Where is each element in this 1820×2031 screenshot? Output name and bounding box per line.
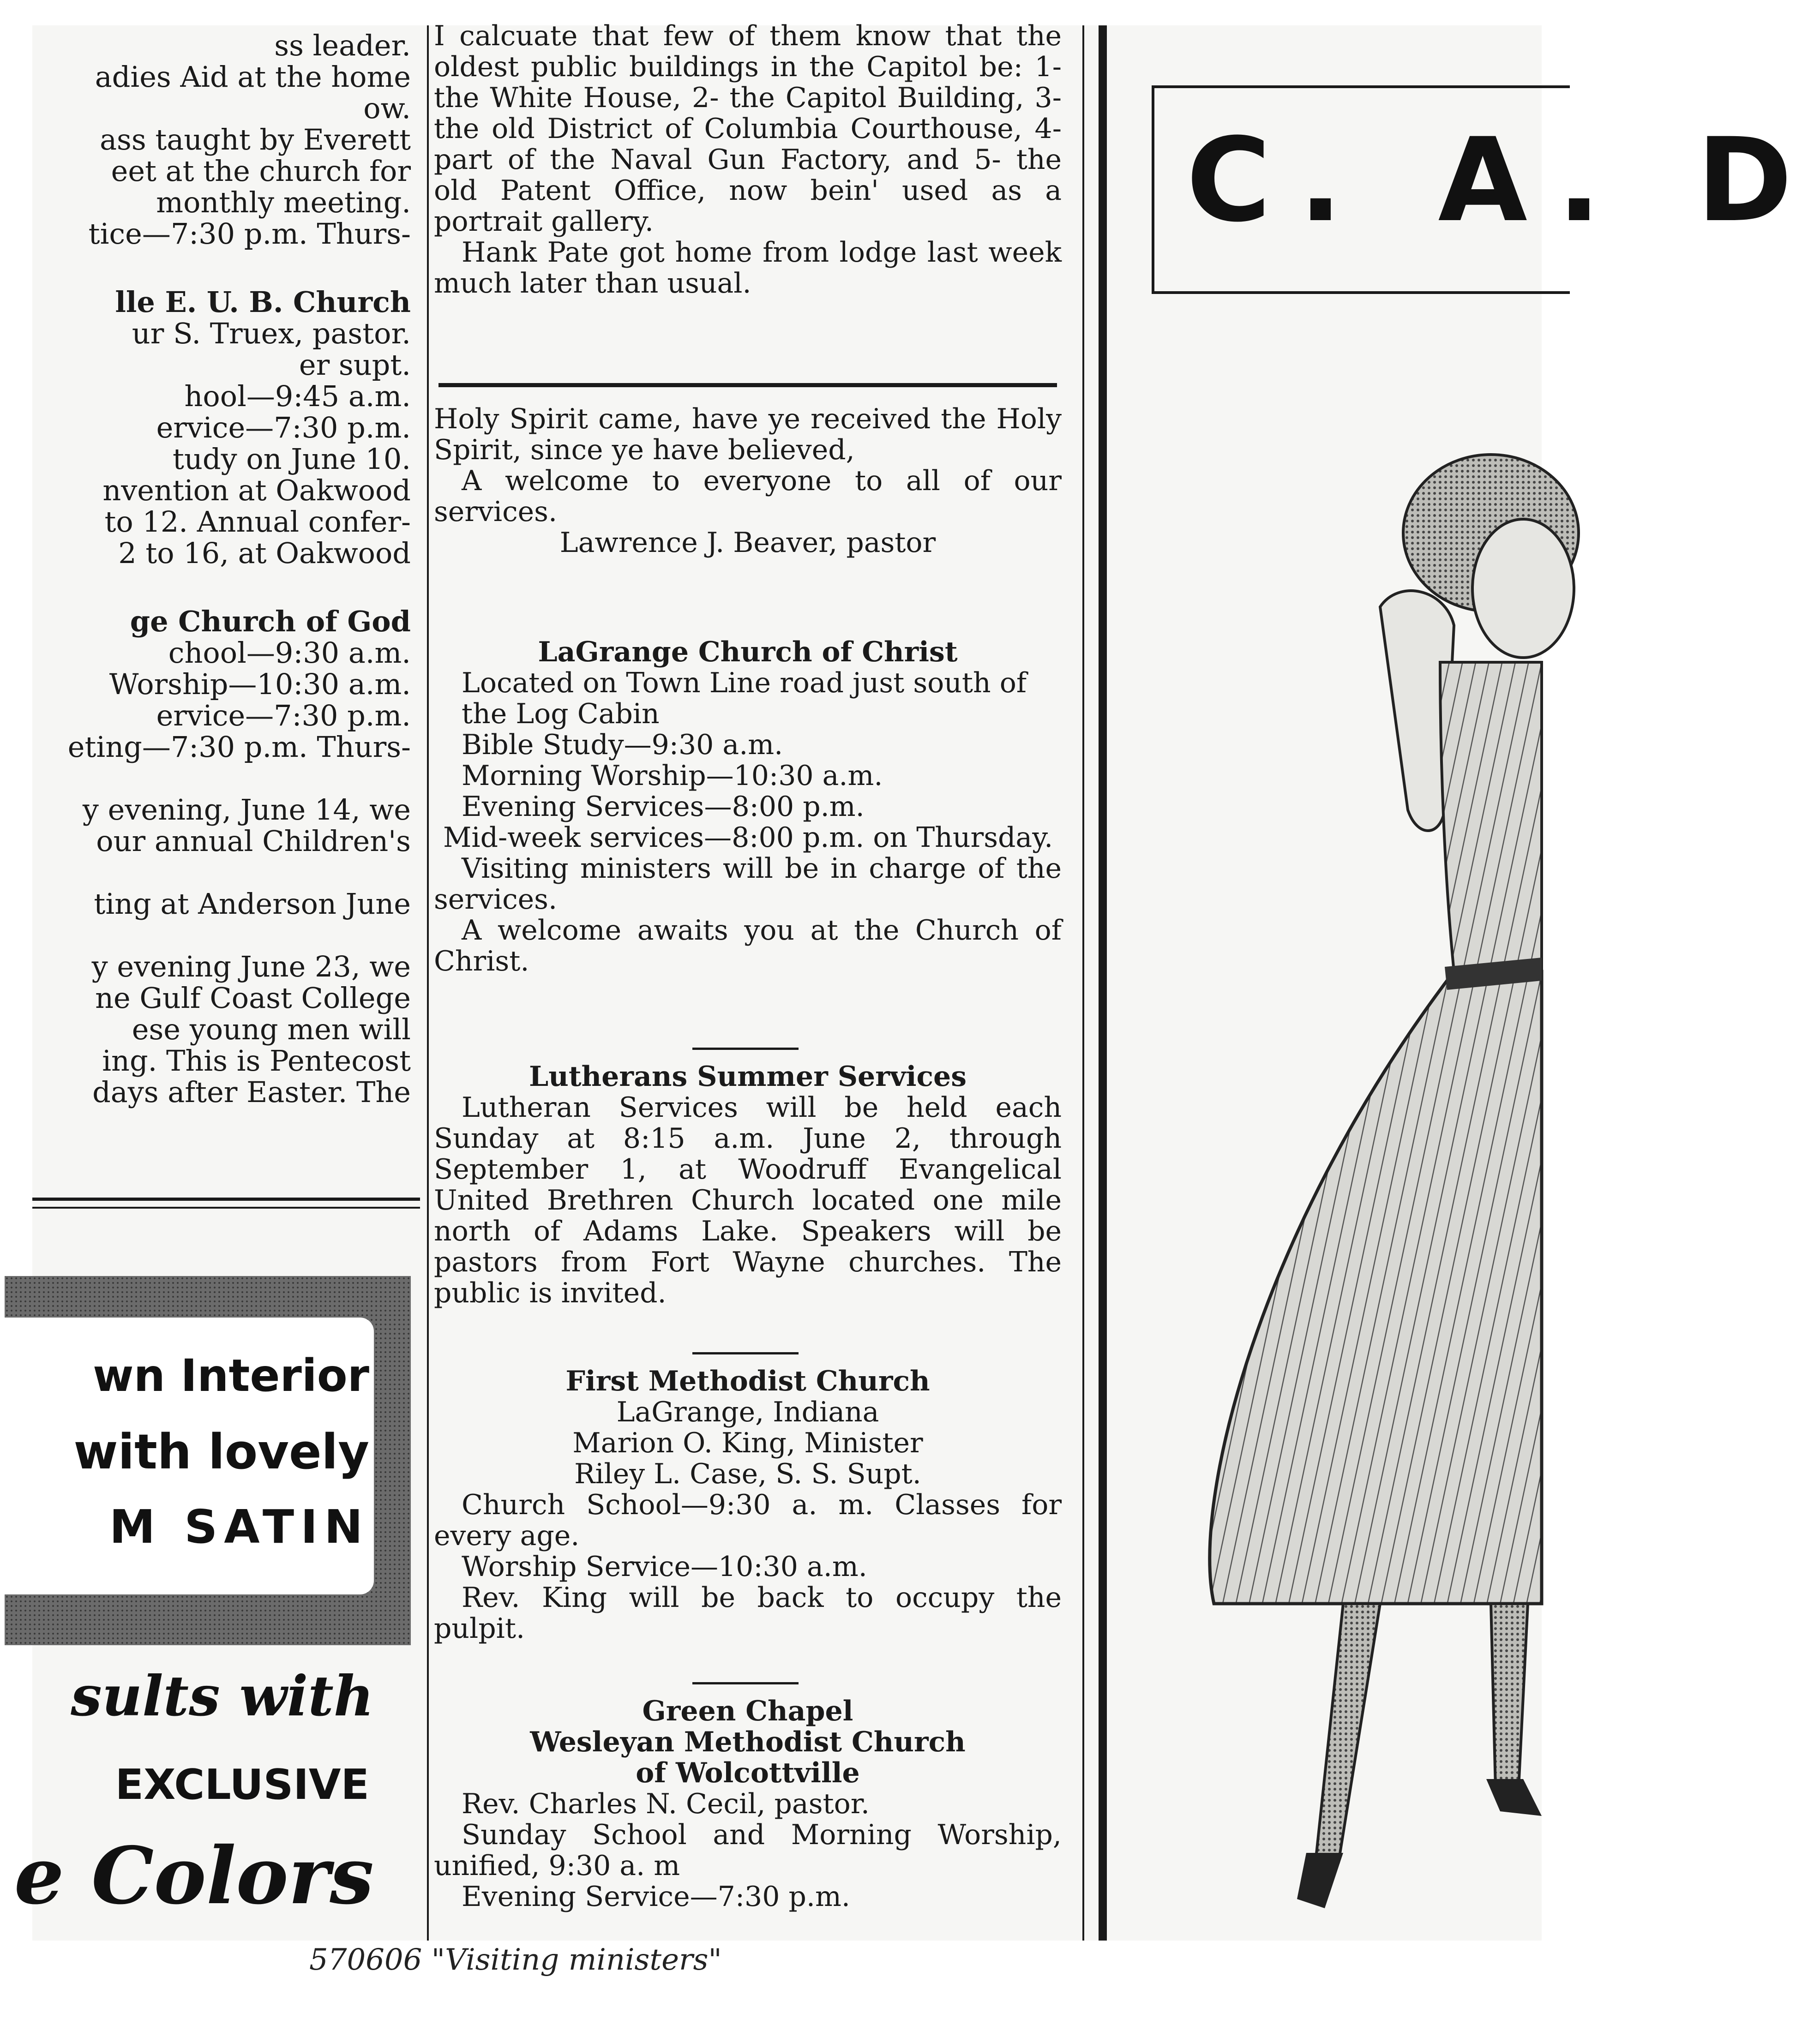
paragraph: Holy Spirit came, have ye received the Holy Spirit, since ye have believed,: [434, 403, 1062, 466]
handwritten-archive-note: 570606 "Visiting ministers": [309, 1943, 722, 1977]
notice-divider: [692, 1048, 799, 1050]
notice-title: LaGrange Church of Christ: [538, 636, 958, 668]
notice-title: First Methodist Church: [565, 1365, 930, 1397]
notice-line: Located on Town Line road just south of the Log Cabin: [462, 667, 1027, 730]
paragraph: Church School—9:30 a. m. Classes for every age.: [434, 1489, 1062, 1552]
paragraph: Lutheran Services will be held each Sunday at 8:15 a.m. June 2, through September 1, at Woodruff Evangelical United Brethren Church located one mile north of Adams Lake. Speakers will be pastors from Fort Wayne churches. The public is invited.: [434, 1091, 1062, 1309]
text-line: ing. This is Pentecost: [102, 1044, 411, 1078]
text-line: [0, 920, 411, 951]
paragraph: Hank Pate got home from lodge last week much later than usual.: [434, 236, 1062, 300]
beaver-notice: [434, 404, 1062, 558]
center-column: [434, 20, 1071, 1941]
text-line: eting—7:30 p.m. Thurs-: [67, 730, 411, 764]
text-line: y evening, June 14, we: [82, 793, 411, 827]
notice-title: Lutherans Summer Services: [529, 1060, 967, 1093]
paragraph: A welcome to everyone to all of our services.: [434, 465, 1062, 528]
text-line: Worship—10:30 a.m.: [109, 667, 411, 701]
church-heading: lle E. U. B. Church: [115, 285, 411, 319]
column-rule: [1082, 25, 1084, 1941]
satin-paint-ad: [14, 1248, 420, 1941]
text-line: ne Gulf Coast College: [95, 981, 411, 1015]
lutheran-notice: [434, 1061, 1062, 1309]
woman-in-dress-illustration: [1122, 25, 1542, 1941]
ad-title: C. A. D: [1186, 113, 1820, 247]
text-line: [0, 763, 411, 794]
left-column: [32, 25, 420, 1207]
notice-line: Bible Study—9:30 a.m.: [462, 729, 783, 761]
text-line: to 12. Annual confer-: [104, 505, 411, 539]
text-line: days after Easter. The: [92, 1075, 411, 1109]
text-line: ting at Anderson June: [94, 887, 411, 921]
ad-script-line: e Colors: [14, 1830, 374, 1922]
text-line: ervice—7:30 p.m.: [156, 411, 411, 444]
text-line: tice—7:30 p.m. Thurs-: [88, 217, 411, 251]
methodist-notice: [434, 1366, 1062, 1644]
text-line: nvention at Oakwood: [102, 473, 411, 507]
pastor-signature: Lawrence J. Beaver, pastor: [559, 527, 936, 559]
paragraph: A welcome awaits you at the Church of Christ.: [434, 914, 1062, 977]
notice-divider: [692, 1352, 799, 1354]
newspaper-page: [14, 20, 1820, 1941]
spacer: [0, 250, 411, 287]
left-column-text: [0, 30, 411, 1108]
notice-line: LaGrange, Indiana: [616, 1396, 879, 1428]
green-chapel-notice: [434, 1696, 1062, 1912]
text-line: [0, 857, 411, 888]
notice-line: Mid-week services—8:00 p.m. on Thursday.: [443, 821, 1053, 854]
column-rule-heavy: [1099, 25, 1107, 1941]
text-line: ur S. Truex, pastor.: [132, 317, 411, 350]
text-line: y evening June 23, we: [91, 950, 411, 983]
text-line: monthly meeting.: [156, 186, 411, 219]
text-line: ese young men will: [132, 1013, 411, 1046]
church-heading: ge Church of God: [130, 605, 411, 638]
notice-line: Morning Worship—10:30 a.m.: [462, 760, 883, 792]
text-line: er supt.: [299, 348, 411, 382]
text-line: ass taught by Everett: [100, 123, 411, 156]
text-line: ervice—7:30 p.m.: [156, 699, 411, 732]
notice-title: of Wolcottville: [636, 1757, 860, 1789]
section-divider: [32, 1207, 420, 1209]
text-line: eet at the church for: [111, 154, 411, 188]
text-line: hool—9:45 a.m.: [184, 379, 411, 413]
paragraph: Sunday School and Morning Worship, unified, 9:30 a. m: [434, 1819, 1062, 1882]
notice-line: Evening Services—8:00 p.m.: [462, 791, 865, 823]
column-rule: [427, 25, 429, 1941]
paragraph: Visiting ministers will be in charge of the services.: [434, 852, 1062, 916]
ad-text-line: EXCLUSIVE: [115, 1761, 369, 1809]
dress-ad: [1122, 25, 1820, 1941]
notice-title: Wesleyan Methodist Church: [530, 1726, 966, 1758]
paragraph: I calcuate that few of them know that the oldest public buildings in the Capitol be: 1- the White House, 2- the Capitol Building, 3- the old District of Columbia Courthouse, 4- part of the Naval Gun Factory, and 5- the old Patent Office, now bein' used as a portrait gallery.: [434, 20, 1062, 238]
article-divider: [438, 383, 1057, 387]
text-line: tudy on June 10.: [173, 442, 411, 476]
paragraph: Worship Service—10:30 a.m.: [462, 1551, 867, 1583]
article-continuation: [434, 21, 1062, 299]
lagrange-church-notice: [434, 637, 1062, 977]
ad-text-line: wn Interior: [92, 1350, 369, 1402]
text-line: 2 to 16, at Oakwood: [118, 536, 411, 570]
text-line: adies Aid at the home: [95, 60, 411, 94]
ad-text-line: with lovely: [73, 1424, 369, 1480]
ad-script-line: sults with: [71, 1664, 374, 1729]
section-divider: [32, 1198, 420, 1201]
notice-line: Riley L. Case, S. S. Supt.: [574, 1458, 921, 1490]
notice-title: Green Chapel: [642, 1695, 853, 1727]
ad-text-line: M SATIN: [109, 1500, 369, 1554]
spacer: [0, 569, 411, 606]
text-line: ss leader.: [274, 29, 411, 62]
text-line: ow.: [363, 91, 411, 125]
text-line: our annual Children's: [96, 824, 411, 858]
paragraph: Rev. King will be back to occupy the pulpit.: [434, 1582, 1062, 1645]
notice-line: Marion O. King, Minister: [572, 1427, 923, 1459]
paragraph: Rev. Charles N. Cecil, pastor.: [462, 1788, 870, 1820]
text-line: chool—9:30 a.m.: [168, 636, 411, 670]
paragraph: Evening Service—7:30 p.m.: [462, 1881, 850, 1913]
notice-divider: [692, 1682, 799, 1684]
